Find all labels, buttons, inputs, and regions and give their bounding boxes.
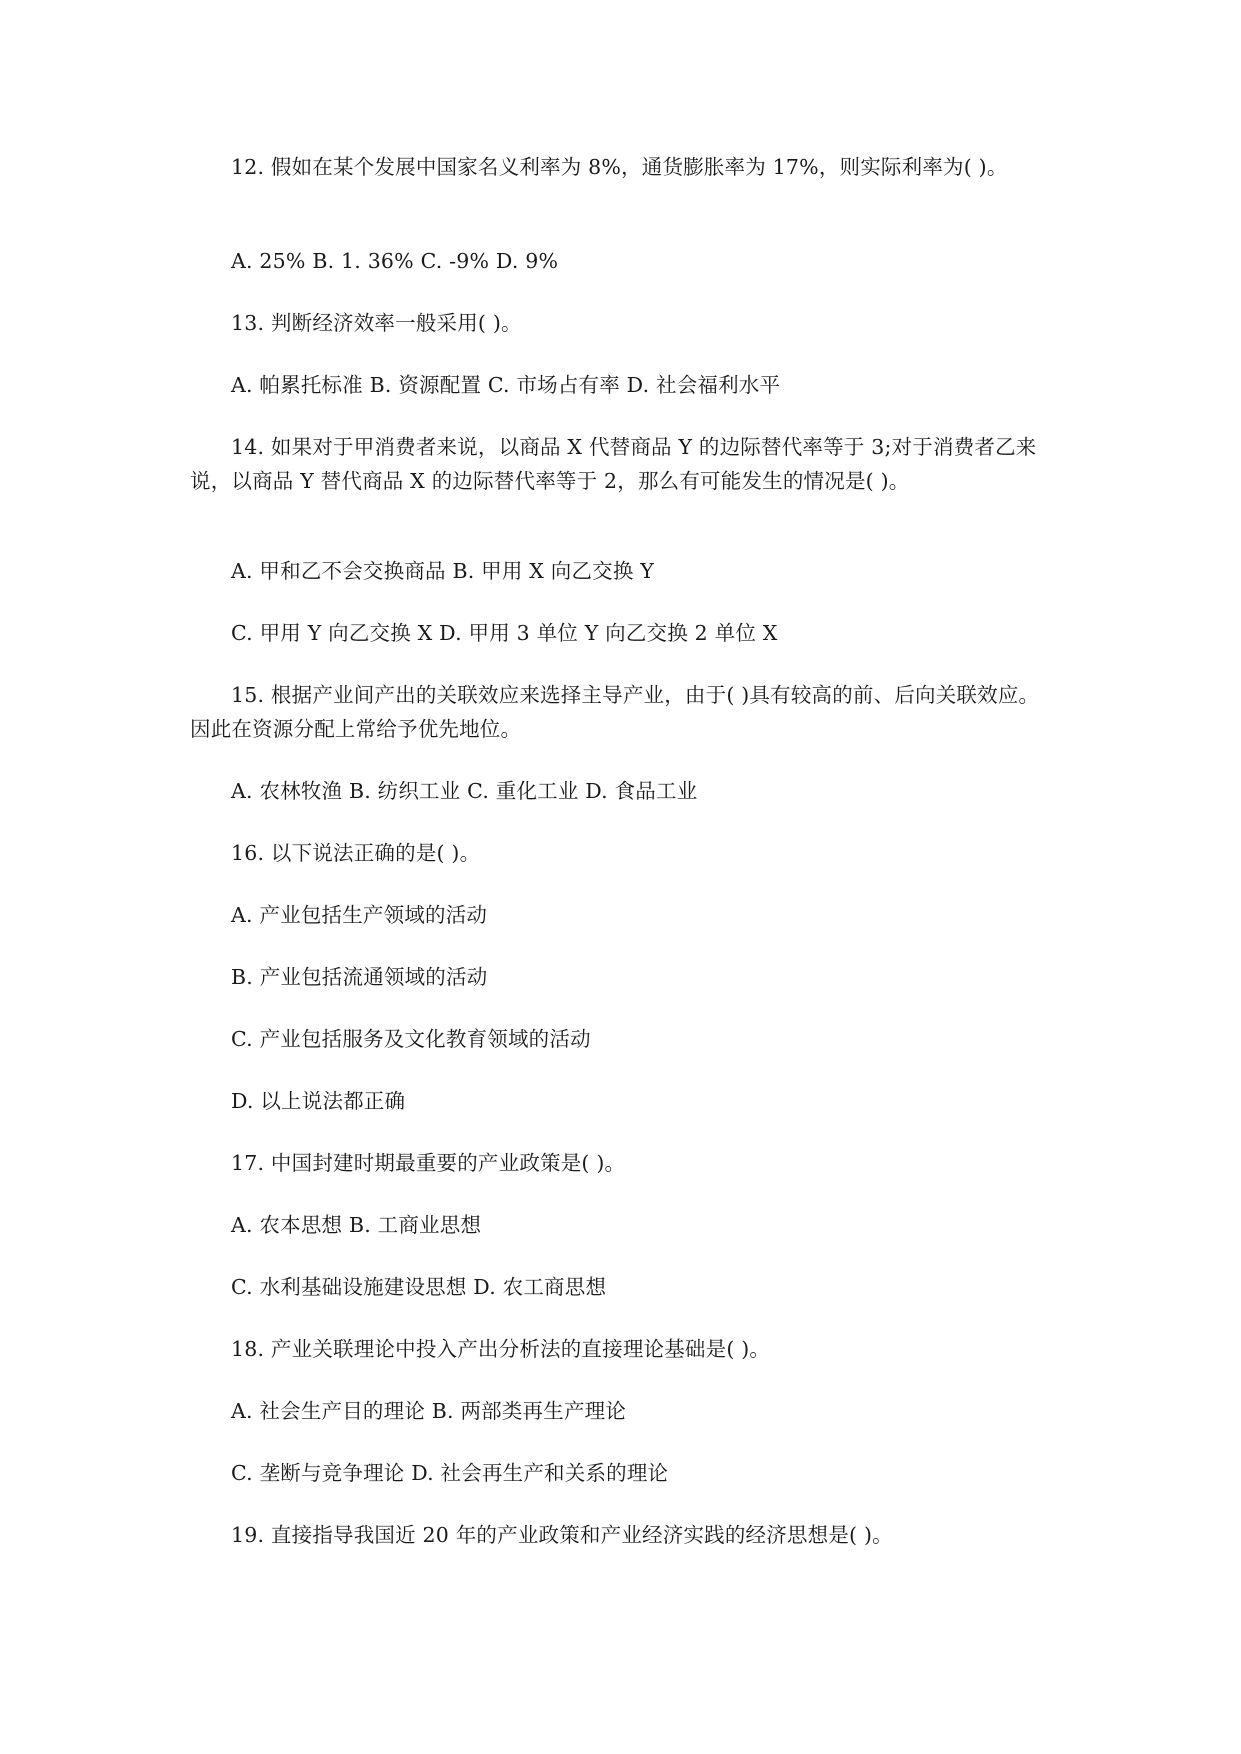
question-17-options-line-1: A. 农本思想 B. 工商业思想 [231,1213,482,1237]
question-16-option-a: A. 产业包括生产领域的活动 [231,903,488,927]
question-13: 13. 判断经济效率一般采用( )。 [231,311,522,335]
question-16-option-b: B. 产业包括流通领域的活动 [231,965,488,989]
question-12-options: A. 25% B. 1. 36% C. -9% D. 9% [231,249,559,273]
question-16: 16. 以下说法正确的是( )。 [231,841,481,865]
question-18: 18. 产业关联理论中投入产出分析法的直接理论基础是( )。 [231,1337,771,1361]
question-16-option-c: C. 产业包括服务及文化教育领域的活动 [231,1027,591,1051]
question-16-option-d: D. 以上说法都正确 [231,1089,406,1113]
question-12: 12. 假如在某个发展中国家名义利率为 8%，通货膨胀率为 17%，则实际利率为( )。 [231,155,1008,179]
question-15-options: A. 农林牧渔 B. 纺织工业 C. 重化工业 D. 食品工业 [231,779,698,803]
question-18-options-line-2: C. 垄断与竞争理论 D. 社会再生产和关系的理论 [231,1461,669,1485]
question-14-options-line-1: A. 甲和乙不会交换商品 B. 甲用 X 向乙交换 Y [231,559,655,583]
question-14-line-2: 说，以商品 Y 替代商品 X 的边际替代率等于 2，那么有可能发生的情况是( )。 [190,469,910,493]
question-15-line-2: 因此在资源分配上常给予优先地位。 [190,717,522,741]
question-15-line-1: 15. 根据产业间产出的关联效应来选择主导产业，由于( )具有较高的前、后向关联效应。 [231,683,1040,707]
question-17-options-line-2: C. 水利基础设施建设思想 D. 农工商思想 [231,1275,607,1299]
question-14-options-line-2: C. 甲用 Y 向乙交换 X D. 甲用 3 单位 Y 向乙交换 2 单位 X [231,621,778,645]
question-18-options-line-1: A. 社会生产目的理论 B. 两部类再生产理论 [231,1399,627,1423]
question-19: 19. 直接指导我国近 20 年的产业政策和产业经济实践的经济思想是( )。 [231,1523,893,1547]
question-14-line-1: 14. 如果对于甲消费者来说，以商品 X 代替商品 Y 的边际替代率等于 3;对于消费者乙来 [231,435,1037,459]
question-13-options: A. 帕累托标准 B. 资源配置 C. 市场占有率 D. 社会福利水平 [231,373,781,397]
question-17: 17. 中国封建时期最重要的产业政策是( )。 [231,1151,626,1175]
